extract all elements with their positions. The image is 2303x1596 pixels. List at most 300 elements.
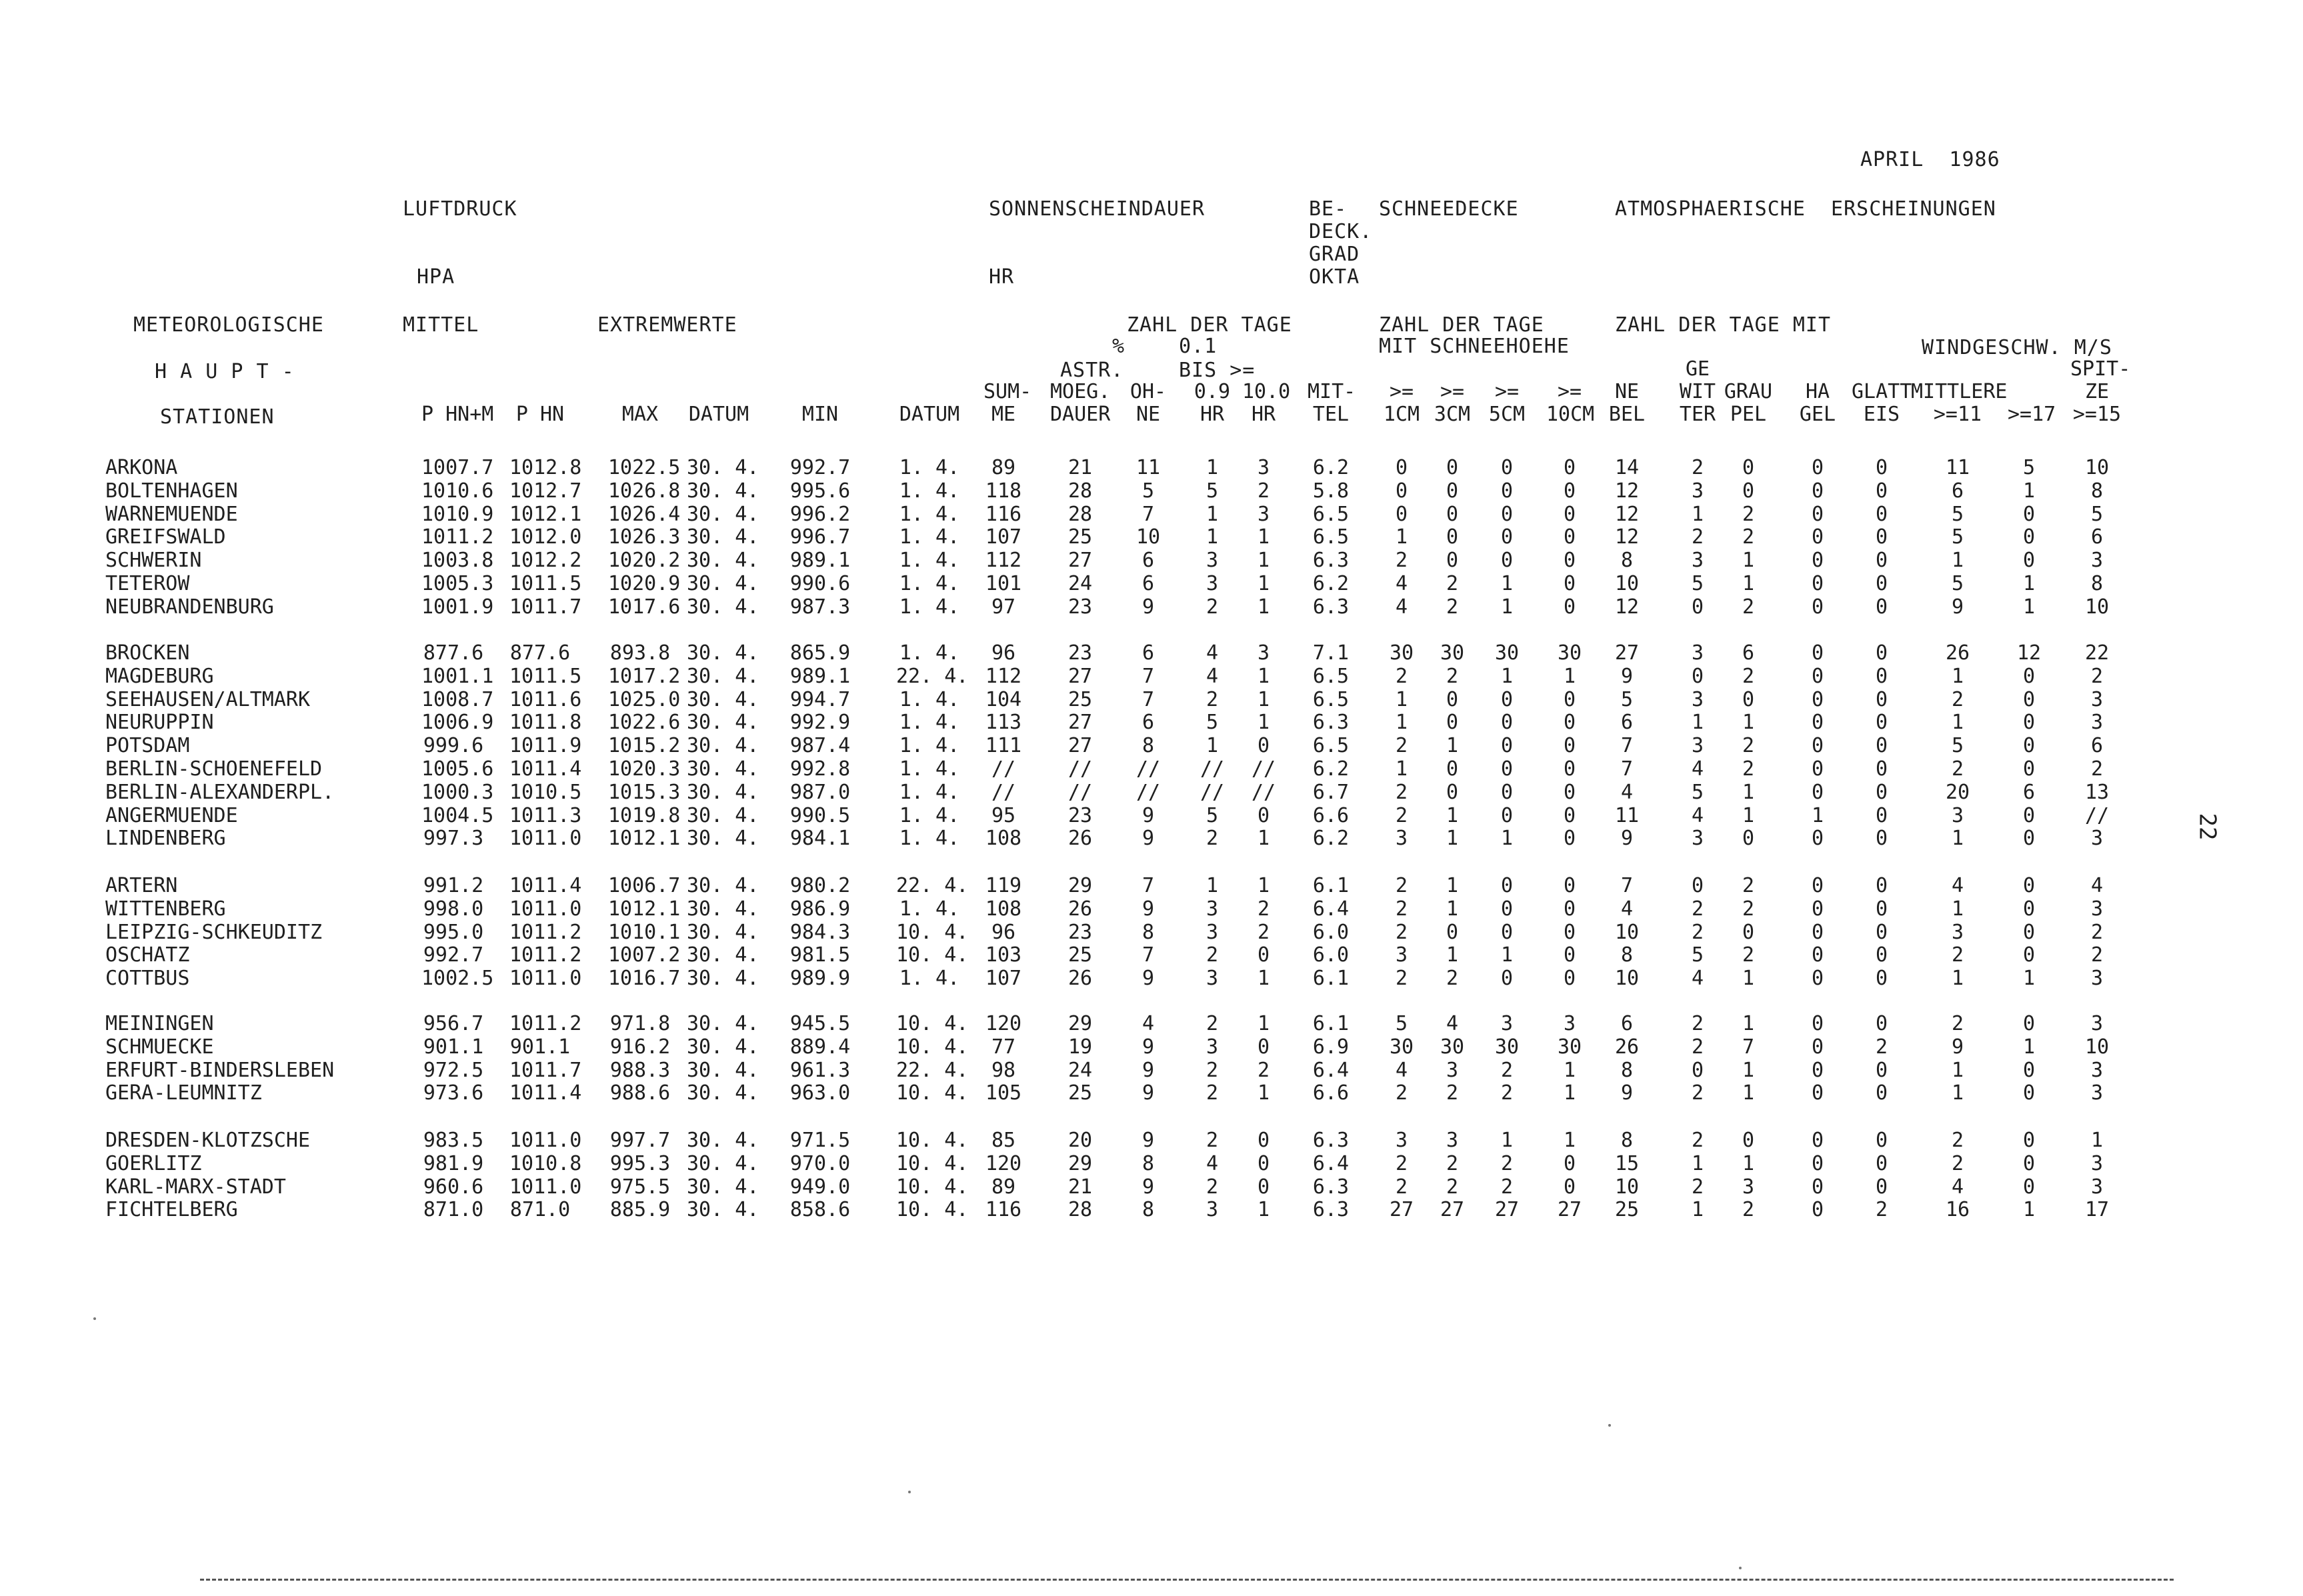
- cell-dmax: 30. 4.: [687, 1058, 759, 1082]
- cell-min: 865.9: [789, 641, 851, 665]
- cell-s10: 0: [1563, 711, 1576, 735]
- column-header-s1: 1CM: [1383, 403, 1420, 426]
- cell-dmax: 30. 4.: [687, 549, 759, 573]
- cell-max: 885.9: [609, 1198, 671, 1222]
- cell-phnm: 999.6: [423, 734, 484, 758]
- cell-s1: 3: [1395, 1129, 1408, 1152]
- cell-min: 989.1: [789, 664, 851, 688]
- cell-dmax: 30. 4.: [687, 1151, 759, 1175]
- cell-s10: 1: [1563, 664, 1576, 688]
- cell-w17: 12: [2016, 641, 2042, 665]
- cell-graup: 2: [1742, 897, 1755, 921]
- cell-s5: 0: [1500, 803, 1514, 827]
- cell-sum: 116: [985, 502, 1022, 526]
- cell-ohne: 5: [1141, 479, 1155, 503]
- unit-hpa: HPA: [417, 265, 455, 289]
- cell-dmin: 1. 4.: [899, 456, 960, 479]
- cell-ohne: 9: [1141, 1081, 1155, 1105]
- cell-ohne: 9: [1141, 1129, 1155, 1152]
- column-header-s5: >=: [1494, 380, 1520, 403]
- cell-dmin: 22. 4.: [896, 874, 969, 897]
- cell-phnm: 1004.5: [421, 803, 494, 827]
- cell-nebel: 7: [1620, 757, 1634, 781]
- cell-w15: 3: [2090, 1081, 2104, 1105]
- cell-s1: 2: [1395, 920, 1408, 944]
- group-sonnenschein: SONNENSCHEINDAUER: [989, 197, 1206, 221]
- cell-w15: 8: [2090, 572, 2104, 595]
- cell-bed: 6.3: [1312, 1175, 1350, 1199]
- cell-s1: 5: [1395, 1012, 1408, 1035]
- cell-bed: 6.2: [1312, 456, 1350, 479]
- cell-g10: 1: [1257, 827, 1270, 851]
- cell-s5: 0: [1500, 711, 1514, 735]
- cell-glatt: 0: [1875, 874, 1888, 897]
- cell-ohne: 8: [1141, 1198, 1155, 1222]
- cell-phn: 1011.2: [509, 943, 582, 967]
- column-header-nebel: NE: [1614, 380, 1640, 403]
- cell-pct: 26: [1067, 827, 1093, 851]
- cell-s10: 0: [1563, 897, 1576, 921]
- cell-w17: 0: [2022, 734, 2036, 758]
- column-header-min: MIN: [801, 403, 839, 426]
- cell-hagel: 0: [1811, 1175, 1824, 1199]
- column-header-gew: TER: [1679, 403, 1716, 426]
- cell-w17: 1: [2022, 1198, 2036, 1222]
- cell-min: 984.1: [789, 827, 851, 851]
- cell-s10: 1: [1563, 1058, 1576, 1082]
- cell-dmax: 30. 4.: [687, 1081, 759, 1105]
- label-zahl-schnee-2: MIT SCHNEEHOEHE: [1379, 335, 1570, 358]
- cell-w15: 3: [2090, 967, 2104, 991]
- cell-hagel: 0: [1811, 456, 1824, 479]
- cell-w11: 1: [1951, 967, 1964, 991]
- cell-s10: 0: [1563, 456, 1576, 479]
- cell-s3: 0: [1446, 780, 1459, 804]
- cell-s3: 0: [1446, 525, 1459, 549]
- station-name: DRESDEN-KLOTZSCHE: [105, 1129, 311, 1152]
- cell-b09: 2: [1206, 1012, 1219, 1035]
- cell-g10: 3: [1257, 641, 1270, 665]
- cell-b09: 5: [1206, 479, 1219, 503]
- column-header-g10: HR: [1251, 403, 1276, 426]
- cell-max: 1026.3: [608, 525, 681, 549]
- cell-s10: 0: [1563, 920, 1576, 944]
- cell-bed: 6.3: [1312, 1198, 1350, 1222]
- station-name: BROCKEN: [105, 641, 190, 665]
- cell-max: 971.8: [609, 1012, 671, 1035]
- station-name: GERA-LEUMNITZ: [105, 1081, 262, 1105]
- label-haupt: H A U P T -: [155, 360, 295, 383]
- cell-hagel: 0: [1811, 757, 1824, 781]
- cell-glatt: 0: [1875, 734, 1888, 758]
- cell-bed: 6.9: [1312, 1035, 1350, 1059]
- cell-w15: 10: [2084, 595, 2110, 619]
- cell-gew: 4: [1691, 757, 1704, 781]
- cell-graup: 1: [1742, 1151, 1755, 1175]
- cell-s5: 0: [1500, 874, 1514, 897]
- cell-ohne: 7: [1141, 874, 1155, 897]
- cell-nebel: 11: [1614, 803, 1640, 827]
- cell-pct: 29: [1067, 874, 1093, 897]
- cell-min: 996.2: [789, 502, 851, 526]
- cell-g10: //: [1251, 757, 1276, 781]
- station-name: LEIPZIG-SCHKEUDITZ: [105, 920, 323, 944]
- cell-dmax: 30. 4.: [687, 967, 759, 991]
- column-header-glatt: GLATT: [1852, 380, 1912, 403]
- cell-w15: 10: [2084, 1035, 2110, 1059]
- cell-s3: 2: [1446, 1081, 1459, 1105]
- cell-hagel: 0: [1811, 897, 1824, 921]
- cell-sum: 120: [985, 1151, 1022, 1175]
- cell-s5: 2: [1500, 1081, 1514, 1105]
- cell-max: 988.6: [609, 1081, 671, 1105]
- cell-ohne: 8: [1141, 920, 1155, 944]
- cell-b09: 3: [1206, 549, 1219, 573]
- cell-w15: //: [2084, 803, 2110, 827]
- cell-glatt: 0: [1875, 1081, 1888, 1105]
- cell-glatt: 0: [1875, 1129, 1888, 1152]
- cell-w17: 0: [2022, 1129, 2036, 1152]
- cell-phnm: 992.7: [423, 943, 484, 967]
- column-header-nebel: BEL: [1608, 403, 1646, 426]
- cell-min: 986.9: [789, 897, 851, 921]
- cell-b09: 2: [1206, 1175, 1219, 1199]
- cell-dmax: 30. 4.: [687, 757, 759, 781]
- cell-w11: 16: [1945, 1198, 1970, 1222]
- cell-w11: 11: [1945, 456, 1970, 479]
- cell-s1: 0: [1395, 456, 1408, 479]
- cell-bed: 6.0: [1312, 920, 1350, 944]
- cell-w17: 0: [2022, 1151, 2036, 1175]
- cell-s10: 0: [1563, 687, 1576, 711]
- label-meteo: METEOROLOGISCHE: [133, 313, 324, 337]
- cell-ohne: 7: [1141, 664, 1155, 688]
- cell-g10: 0: [1257, 1151, 1270, 1175]
- station-name: TETEROW: [105, 572, 190, 595]
- cell-sum: 89: [991, 456, 1016, 479]
- cell-dmin: 22. 4.: [896, 664, 969, 688]
- cell-dmin: 22. 4.: [896, 1058, 969, 1082]
- cell-pct: 25: [1067, 687, 1093, 711]
- cell-hagel: 0: [1811, 1058, 1824, 1082]
- station-name: LINDENBERG: [105, 827, 226, 851]
- station-name: MAGDEBURG: [105, 664, 214, 688]
- cell-dmin: 1. 4.: [899, 711, 960, 735]
- cell-max: 1025.0: [608, 687, 681, 711]
- cell-w17: 5: [2022, 456, 2036, 479]
- cell-b09: 1: [1206, 456, 1219, 479]
- label-percent: %: [1112, 335, 1125, 358]
- cell-b09: 2: [1206, 1081, 1219, 1105]
- cell-gew: 2: [1691, 920, 1704, 944]
- cell-w17: 0: [2022, 711, 2036, 735]
- station-name: SCHWERIN: [105, 549, 202, 573]
- cell-w11: 9: [1951, 595, 1964, 619]
- cell-phnm: 973.6: [423, 1081, 484, 1105]
- cell-phn: 901.1: [509, 1035, 571, 1059]
- cell-w15: 13: [2084, 780, 2110, 804]
- cell-gew: 3: [1691, 827, 1704, 851]
- cell-glatt: 0: [1875, 1151, 1888, 1175]
- cell-b09: 4: [1206, 641, 1219, 665]
- cell-min: 984.3: [789, 920, 851, 944]
- cell-max: 1019.8: [608, 803, 681, 827]
- cell-w15: 3: [2090, 1058, 2104, 1082]
- cell-ohne: 9: [1141, 897, 1155, 921]
- cell-b09: 2: [1206, 827, 1219, 851]
- cell-phnm: 997.3: [423, 827, 484, 851]
- column-header-pct: MOEG.: [1050, 380, 1111, 403]
- cell-w15: 3: [2090, 897, 2104, 921]
- cell-dmin: 10. 4.: [896, 1012, 969, 1035]
- cell-hagel: 0: [1811, 479, 1824, 503]
- cell-w11: 1: [1951, 664, 1964, 688]
- cell-glatt: 0: [1875, 687, 1888, 711]
- cell-dmin: 10. 4.: [896, 1129, 969, 1152]
- cell-sum: 77: [991, 1035, 1016, 1059]
- cell-glatt: 0: [1875, 1175, 1888, 1199]
- cell-s10: 0: [1563, 803, 1576, 827]
- scan-speck: [93, 1317, 96, 1320]
- column-header-phnm: P HN+M: [421, 403, 494, 426]
- cell-dmin: 1. 4.: [899, 967, 960, 991]
- cell-bed: 6.3: [1312, 1129, 1350, 1152]
- column-header-graup: PEL: [1730, 403, 1767, 426]
- cell-phn: 1011.7: [509, 595, 582, 619]
- cell-sum: 105: [985, 1081, 1022, 1105]
- cell-pct: 21: [1067, 1175, 1093, 1199]
- cell-dmin: 1. 4.: [899, 757, 960, 781]
- cell-dmax: 30. 4.: [687, 1035, 759, 1059]
- cell-nebel: 7: [1620, 734, 1634, 758]
- cell-w11: 9: [1951, 1035, 1964, 1059]
- column-header-hagel: HA: [1805, 380, 1830, 403]
- cell-b09: 4: [1206, 1151, 1219, 1175]
- cell-phnm: 1005.3: [421, 572, 494, 595]
- cell-nebel: 14: [1614, 456, 1640, 479]
- cell-w11: 1: [1951, 897, 1964, 921]
- cell-hagel: 0: [1811, 1035, 1824, 1059]
- column-header-hagel: GEL: [1799, 403, 1836, 426]
- cell-bed: 6.4: [1312, 897, 1350, 921]
- cell-max: 1020.2: [608, 549, 681, 573]
- cell-dmin: 1. 4.: [899, 734, 960, 758]
- cell-phnm: 960.6: [423, 1175, 484, 1199]
- cell-w17: 1: [2022, 572, 2036, 595]
- cell-dmin: 10. 4.: [896, 1081, 969, 1105]
- cell-s1: 0: [1395, 479, 1408, 503]
- station-name: ARKONA: [105, 456, 178, 479]
- cell-s10: 27: [1557, 1198, 1582, 1222]
- cell-b09: //: [1200, 757, 1225, 781]
- column-header-s3: 3CM: [1434, 403, 1471, 426]
- cell-bed: 6.2: [1312, 572, 1350, 595]
- cell-s5: 1: [1500, 595, 1514, 619]
- cell-dmin: 1. 4.: [899, 572, 960, 595]
- cell-dmin: 1. 4.: [899, 595, 960, 619]
- cell-w17: 0: [2022, 525, 2036, 549]
- cell-gew: 5: [1691, 780, 1704, 804]
- cell-ohne: 11: [1135, 456, 1161, 479]
- scan-speck: [1739, 1567, 1742, 1569]
- cell-w11: 2: [1951, 1129, 1964, 1152]
- column-header-s1: >=: [1389, 380, 1414, 403]
- cell-phn: 1011.0: [509, 1175, 582, 1199]
- cell-dmin: 10. 4.: [896, 1151, 969, 1175]
- cell-phnm: 1005.6: [421, 757, 494, 781]
- cell-s5: 1: [1500, 664, 1514, 688]
- cell-bed: 6.6: [1312, 803, 1350, 827]
- label-zahl-mit: ZAHL DER TAGE MIT: [1615, 313, 1832, 337]
- cell-s3: 2: [1446, 664, 1459, 688]
- cell-graup: 0: [1742, 479, 1755, 503]
- column-header-b09: HR: [1200, 403, 1225, 426]
- cell-glatt: 2: [1875, 1035, 1888, 1059]
- cell-s5: 0: [1500, 920, 1514, 944]
- cell-min: 995.6: [789, 479, 851, 503]
- cell-ohne: 7: [1141, 687, 1155, 711]
- cell-s10: 30: [1557, 641, 1582, 665]
- group-atmos: ATMOSPHAERISCHE ERSCHEINUNGEN: [1615, 197, 1996, 221]
- cell-w17: 0: [2022, 757, 2036, 781]
- column-header-gew: GE: [1685, 357, 1710, 381]
- cell-min: 981.5: [789, 943, 851, 967]
- cell-phn: 1012.0: [509, 525, 582, 549]
- cell-b09: 3: [1206, 967, 1219, 991]
- cell-s5: 0: [1500, 967, 1514, 991]
- cell-pct: 29: [1067, 1012, 1093, 1035]
- cell-graup: 2: [1742, 874, 1755, 897]
- cell-max: 893.8: [609, 641, 671, 665]
- cell-g10: 2: [1257, 920, 1270, 944]
- cell-dmin: 1. 4.: [899, 502, 960, 526]
- cell-phn: 1012.2: [509, 549, 582, 573]
- cell-s1: 4: [1395, 595, 1408, 619]
- cell-bed: 6.0: [1312, 943, 1350, 967]
- cell-w17: 0: [2022, 1058, 2036, 1082]
- column-header-glatt: EIS: [1863, 403, 1900, 426]
- column-header-s10: 10CM: [1546, 403, 1595, 426]
- station-name: SCHMUECKE: [105, 1035, 214, 1059]
- cell-pct: 27: [1067, 711, 1093, 735]
- cell-ohne: 9: [1141, 1175, 1155, 1199]
- cell-b09: //: [1200, 780, 1225, 804]
- cell-graup: 0: [1742, 1129, 1755, 1152]
- cell-gew: 3: [1691, 687, 1704, 711]
- cell-pct: 24: [1067, 572, 1093, 595]
- cell-nebel: 9: [1620, 1081, 1634, 1105]
- cell-gew: 3: [1691, 734, 1704, 758]
- cell-g10: 1: [1257, 1012, 1270, 1035]
- cell-s3: 1: [1446, 827, 1459, 851]
- cell-gew: 2: [1691, 525, 1704, 549]
- cell-dmin: 10. 4.: [896, 920, 969, 944]
- cell-w11: 4: [1951, 874, 1964, 897]
- label-astr: ASTR.: [1060, 359, 1124, 382]
- cell-b09: 1: [1206, 525, 1219, 549]
- cell-phnm: 998.0: [423, 897, 484, 921]
- cell-max: 995.3: [609, 1151, 671, 1175]
- cell-s1: 0: [1395, 502, 1408, 526]
- cell-s1: 1: [1395, 711, 1408, 735]
- cell-glatt: 0: [1875, 920, 1888, 944]
- station-name: WARNEMUENDE: [105, 502, 238, 526]
- cell-pct: 28: [1067, 479, 1093, 503]
- cell-glatt: 0: [1875, 479, 1888, 503]
- cell-phnm: 1001.9: [421, 595, 494, 619]
- cell-dmax: 30. 4.: [687, 1129, 759, 1152]
- cell-nebel: 8: [1620, 943, 1634, 967]
- cell-bed: 6.5: [1312, 734, 1350, 758]
- cell-phnm: 1007.7: [421, 456, 494, 479]
- cell-nebel: 26: [1614, 1035, 1640, 1059]
- cell-w11: 5: [1951, 525, 1964, 549]
- cell-graup: 3: [1742, 1175, 1755, 1199]
- column-header-dmin: DATUM: [899, 403, 960, 426]
- cell-sum: 113: [985, 711, 1022, 735]
- cell-ohne: 8: [1141, 1151, 1155, 1175]
- cell-max: 1015.2: [608, 734, 681, 758]
- cell-sum: 120: [985, 1012, 1022, 1035]
- cell-ohne: 6: [1141, 549, 1155, 573]
- cell-s5: 1: [1500, 943, 1514, 967]
- cell-w17: 0: [2022, 827, 2036, 851]
- cell-nebel: 8: [1620, 1129, 1634, 1152]
- cell-w15: 3: [2090, 1151, 2104, 1175]
- station-name: MEININGEN: [105, 1012, 214, 1035]
- cell-phnm: 1003.8: [421, 549, 494, 573]
- cell-s10: 0: [1563, 595, 1576, 619]
- cell-s5: 30: [1494, 1035, 1520, 1059]
- cell-nebel: 8: [1620, 549, 1634, 573]
- cell-dmax: 30. 4.: [687, 803, 759, 827]
- cell-g10: 0: [1257, 1035, 1270, 1059]
- cell-s1: 2: [1395, 874, 1408, 897]
- cell-ohne: 10: [1135, 525, 1161, 549]
- cell-w11: 2: [1951, 943, 1964, 967]
- cell-s3: 4: [1446, 1012, 1459, 1035]
- cell-s3: 3: [1446, 1058, 1459, 1082]
- cell-pct: 28: [1067, 502, 1093, 526]
- cell-phn: 1012.7: [509, 479, 582, 503]
- cell-max: 1015.3: [608, 780, 681, 804]
- cell-glatt: 0: [1875, 572, 1888, 595]
- cell-graup: 2: [1742, 664, 1755, 688]
- cell-s1: 2: [1395, 734, 1408, 758]
- cell-glatt: 0: [1875, 1012, 1888, 1035]
- cell-graup: 1: [1742, 780, 1755, 804]
- cell-glatt: 0: [1875, 967, 1888, 991]
- cell-pct: 19: [1067, 1035, 1093, 1059]
- column-header-phn: P HN: [515, 403, 565, 426]
- cell-sum: //: [991, 780, 1016, 804]
- cell-g10: 1: [1257, 711, 1270, 735]
- cell-gew: 0: [1691, 595, 1704, 619]
- cell-pct: 25: [1067, 1081, 1093, 1105]
- cell-w15: 6: [2090, 525, 2104, 549]
- cell-gew: 2: [1691, 1129, 1704, 1152]
- cell-hagel: 0: [1811, 827, 1824, 851]
- cell-max: 1022.6: [608, 711, 681, 735]
- cell-s1: 2: [1395, 664, 1408, 688]
- cell-pct: 23: [1067, 803, 1093, 827]
- bottom-rule: [200, 1579, 2174, 1581]
- column-header-w11: >=11: [1933, 403, 1982, 426]
- cell-ohne: 9: [1141, 827, 1155, 851]
- station-name: GREIFSWALD: [105, 525, 226, 549]
- cell-w15: 4: [2090, 874, 2104, 897]
- cell-w15: 3: [2090, 1012, 2104, 1035]
